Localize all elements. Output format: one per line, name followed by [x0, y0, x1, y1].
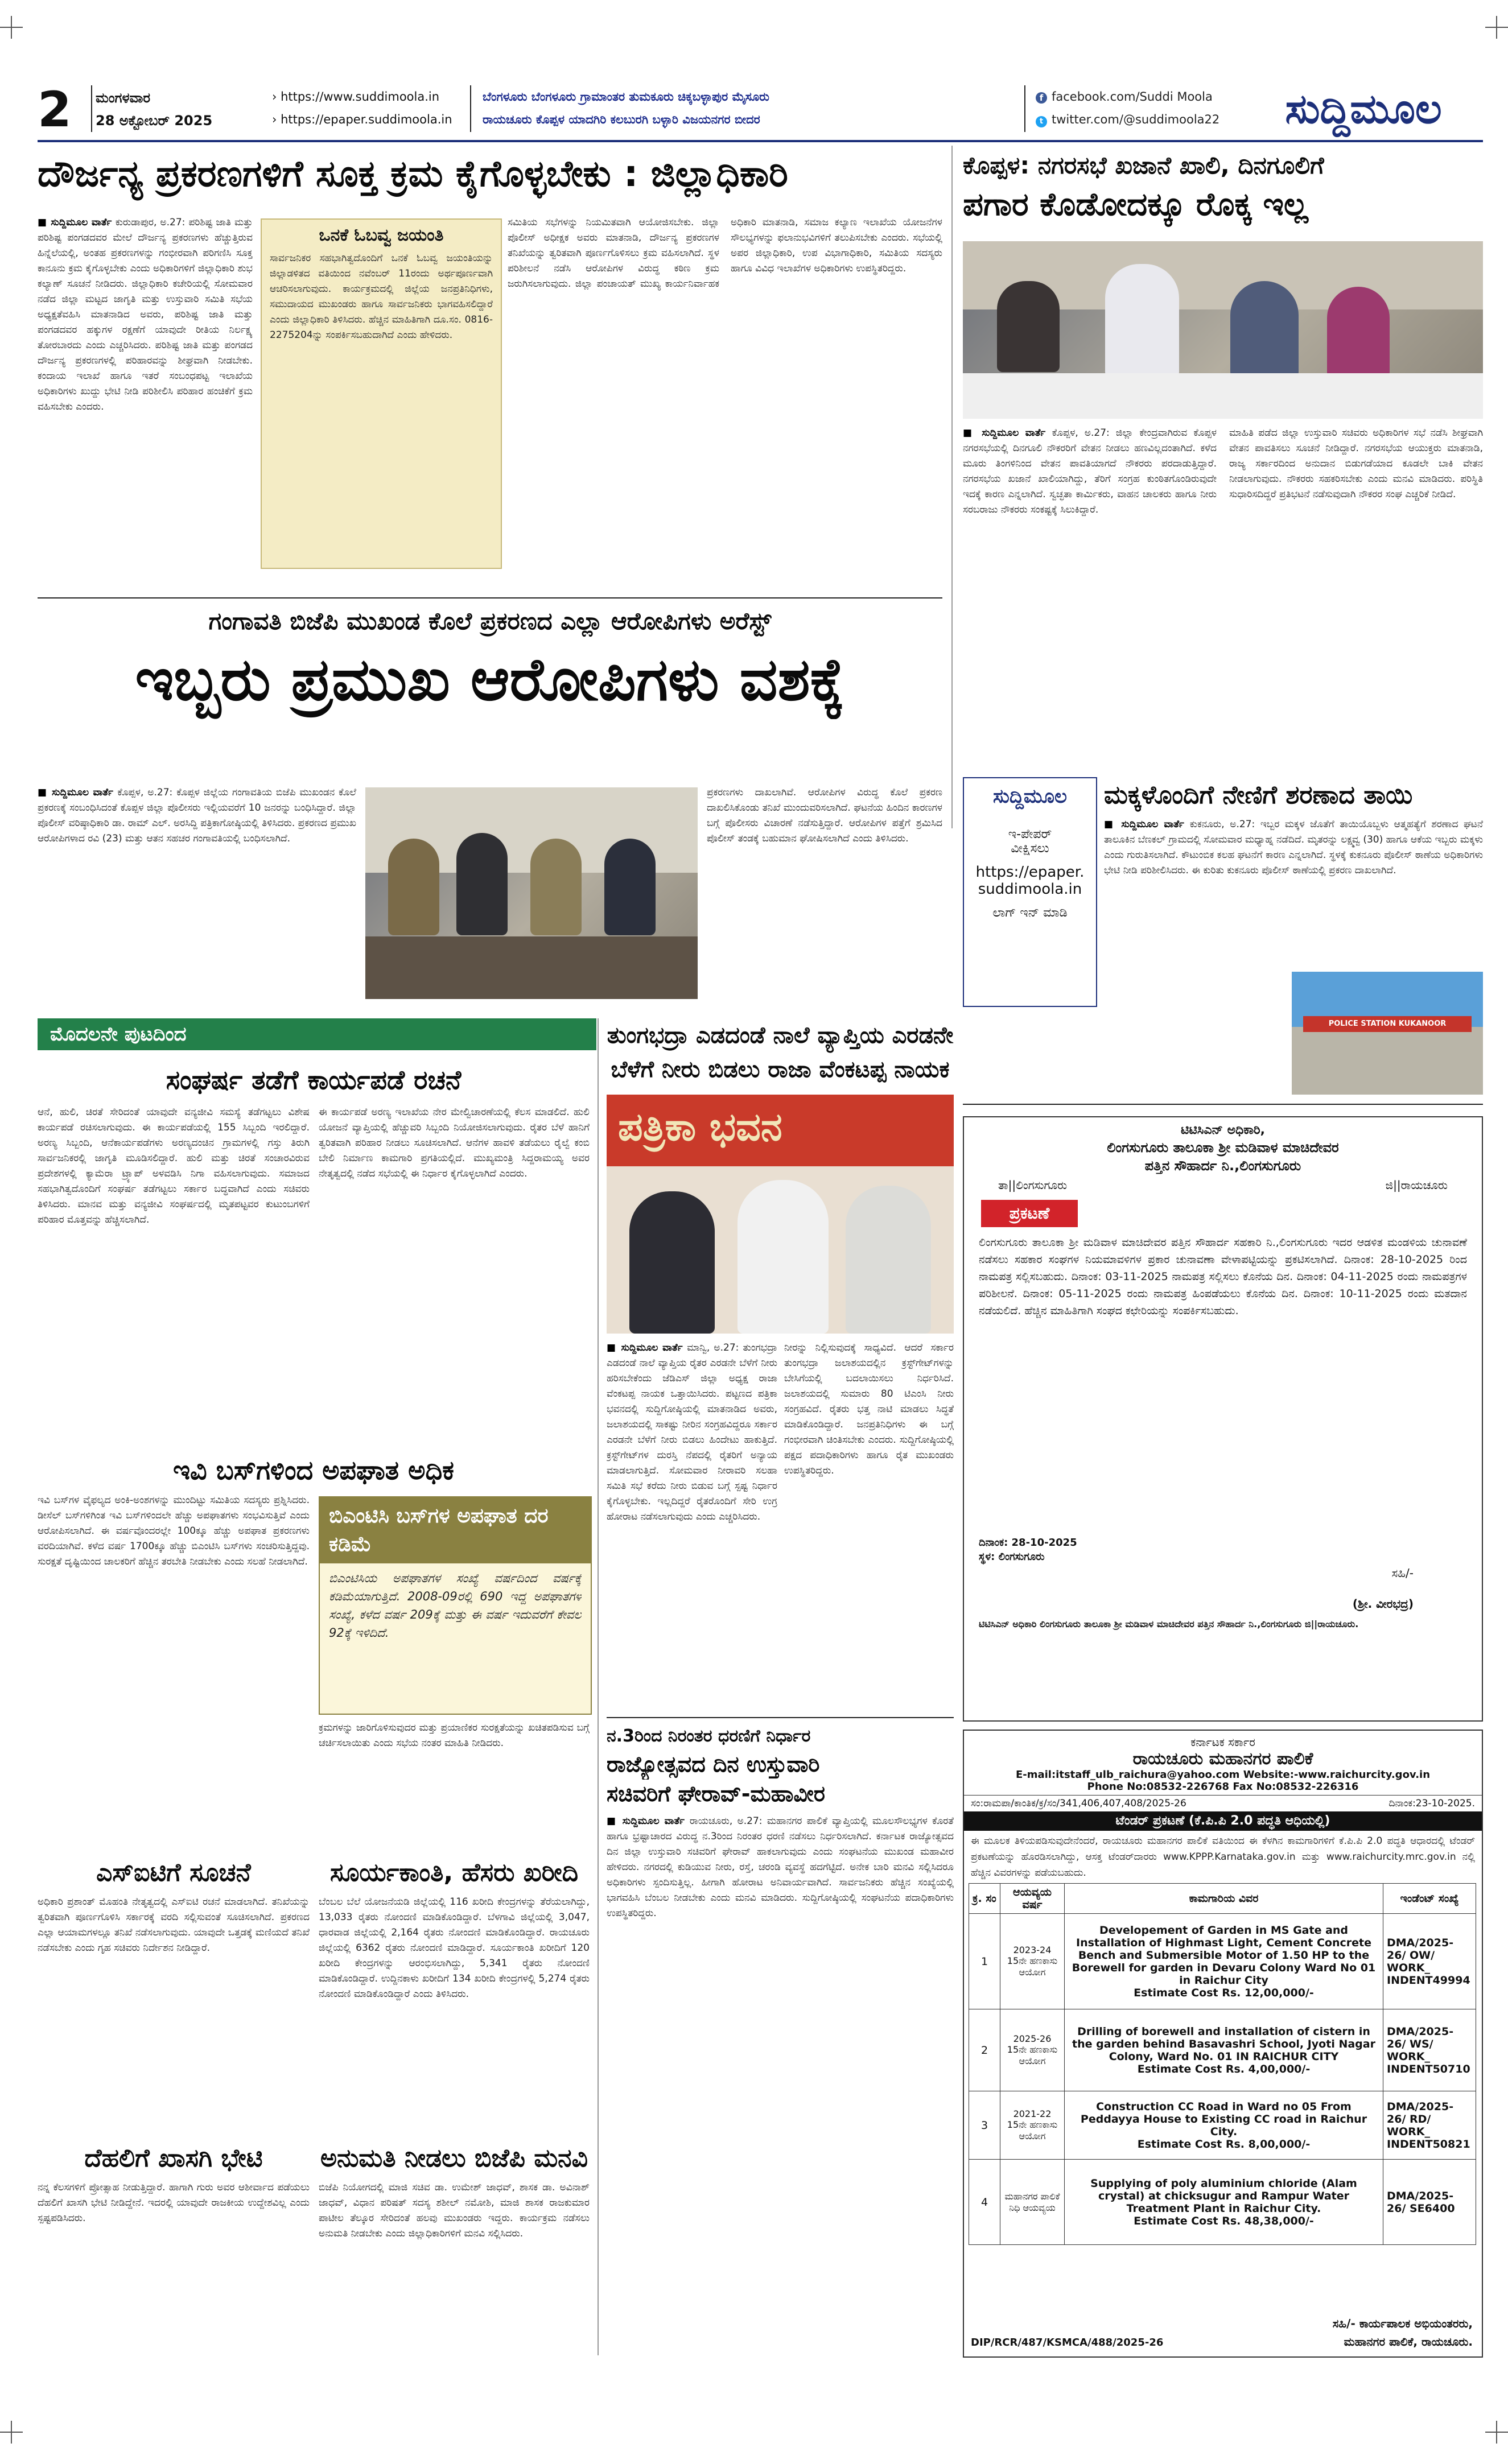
epaper-ad-line: ಲಾಗ್ ಇನ್ ಮಾಡಿ — [992, 906, 1068, 920]
section-tag: ಮೊದಲನೇ ಪುಟದಿಂದ — [38, 1018, 596, 1050]
press-bhavan-banner: ಪತ್ರಿಕಾ ಭವನ — [618, 1105, 782, 1150]
epaper-ad-url: suddimoola.in — [978, 881, 1082, 898]
tender-col-header: ಕ್ರ. ಸಂ — [969, 1884, 1000, 1914]
story4-body-top: ■ ಸುದ್ದಿಮೂಲ ವಾರ್ತೆ ಕುಕನೂರು, ಅ.27: ಇಬ್ಬರ ಮಕ್ಕಳ ಜೊತೆಗೆ ತಾಯಿಯೊಬ್ಬಳು ಆತ್ಮಹತ್ಯೆಗೆ ಶರಣಾದ ಘಟನೆ ತಾಲೂಕಿನ ಬೆಣಕಲ್ ಗ್ರಾಮದಲ್ಲಿ ಸೋಮವಾರ ಮಧ್ಯಾಹ್ನ ನಡೆದಿದೆ. ಮೃತರನ್ನು ಲಕ್ಷ್ಮವ್ವ (30) ಹಾಗೂ ಆಕೆಯ ಇಬ್ಬರು ಮಕ್ಕಳು ಎಂದು ಗುರುತಿಸಲಾಗಿದೆ. ಕೌಟುಂಬಿಕ ಕಲಹ ಘಟನೆಗೆ ಕಾರಣ ಎನ್ನಲಾಗಿದೆ. ಸ್ಥಳಕ್ಕೆ ಕುಕನೂರು ಪೊಲೀಸ್ ಠಾಣೆಯ ಅಧಿಕಾರಿಗಳು ಭೇಟಿ ನೀಡಿ ಪರಿಶೀಲಿಸಿದರು. ಈ ಕುರಿತು ಕುಕನೂರು ಪೊಲೀಸ್ ಠಾಣೆಯಲ್ಲಿ ಪ್ರಕರಣ ದಾಖಲಾಗಿದೆ. — [1104, 819, 1483, 876]
story1-headline: ದೌರ್ಜನ್ಯ ಪ್ರಕರಣಗಳಿಗೆ ಸೂಕ್ತ ಕ್ರಮ ಕೈಗೊಳ್ಳಬೇಕು : ಜಿಲ್ಲಾಧಿಕಾರಿ — [38, 153, 788, 195]
story6-col1: ಇವಿ ಬಸ್‌ಗಳ ವೈಫಲ್ಯದ ಅಂಕಿ-ಅಂಶಗಳನ್ನು ಮುಂದಿಟ್ಟು ಸಮಿತಿಯ ಸದಸ್ಯರು ಪ್ರಶ್ನಿಸಿದರು. ಡೀಸೆಲ್ ಬಸ್‌ಗಳಿಗಿಂತ ಇವಿ ಬಸ್‌ಗಳಿಂದಲೇ ಹೆಚ್ಚು ಅಪಘಾತಗಳು ಸಂಭವಿಸುತ್ತಿವೆ ಎಂದು ಆರೋಪಿಸಲಾಗಿದೆ. ಈ ವರ್ಷವೊಂದರಲ್ಲೇ 100ಕ್ಕೂ ಹೆಚ್ಚು ಅಪಘಾತ ಪ್ರಕರಣಗಳು ವರದಿಯಾಗಿವೆ. ಕಳೆದ ವರ್ಷ 1700ಕ್ಕೂ ಹೆಚ್ಚು ಬಿಎಂಟಿಸಿ ಬಸ್‌ಗಳು ಸಂಚರಿಸುತ್ತಿದ್ದವು. ಸುರಕ್ಷತೆ ದೃಷ್ಟಿಯಿಂದ ಚಾಲಕರಿಗೆ ಹೆಚ್ಚಿನ ತರಬೇತಿ ನೀಡಬೇಕು ಎಂದು ಸಲಹೆ ನೀಡಲಾಗಿದೆ. — [38, 1495, 310, 1567]
notice-signature: ಸಹಿ/- — [1391, 1566, 1414, 1580]
story6-stat-box — [319, 1496, 592, 1715]
tender-row-year: 2021-22 15ನೇ ಹಣಕಾಸು ಆಯೋಗ — [1000, 2091, 1065, 2160]
story1-col1: ■ ಸುದ್ದಿಮೂಲ ವಾರ್ತೆ ಕುರುಡಾಪುರ, ಅ.27: ಪರಿಶಿಷ್ಟ ಜಾತಿ ಮತ್ತು ಪರಿಶಿಷ್ಟ ಪಂಗಡದವರ ಮೇಲೆ ದೌರ್ಜನ್ಯ ಪ್ರಕರಣಗಳು ಹೆಚ್ಚುತ್ತಿರುವ ಹಿನ್ನೆಲೆಯಲ್ಲಿ, ಅಂತಹ ಪ್ರಕರಣಗಳನ್ನು ಗಂಭೀರವಾಗಿ ಪರಿಗಣಿಸಿ ಸೂಕ್ತ ಕಾನೂನು ಕ್ರಮ ಕೈಗೊಳ್ಳಬೇಕು ಎಂದು ಅಧಿಕಾರಿಗಳಿಗೆ ಜಿಲ್ಲಾಧಿಕಾರಿ ಶುಭ ಕಲ್ಯಾಣ್ ಸೂಚನೆ ನೀಡಿದರು. ಜಿಲ್ಲಾಧಿಕಾರಿ ಕಚೇರಿಯಲ್ಲಿ ಸೋಮವಾರ ನಡೆದ ಜಿಲ್ಲಾ ಮಟ್ಟದ ಜಾಗೃತಿ ಮತ್ತು ಉಸ್ತುವಾರಿ ಸಮಿತಿ ಸಭೆಯ ಅಧ್ಯಕ್ಷತೆವಹಿಸಿ ಮಾತನಾಡಿದ ಅವರು, ಪರಿಶಿಷ್ಟ ಜಾತಿ ಮತ್ತು ಪಂಗಡದವರ ಹಕ್ಕುಗಳ ರಕ್ಷಣೆಗೆ ಯಾವುದೇ ರೀತಿಯ ನಿರ್ಲಕ್ಷ್ಯ ತೋರಬಾರದು ಎಂದು ಎಚ್ಚರಿಸಿದರು. ಪರಿಶಿಷ್ಟ ಜಾತಿ ಮತ್ತು ಪಂಗಡದ ದೌರ್ಜನ್ಯ ಪ್ರಕರಣಗಳಲ್ಲಿ ಪರಿಹಾರವನ್ನು ಶೀಘ್ರವಾಗಿ ನೀಡಬೇಕು. ಕಂದಾಯ ಇಲಾಖೆ ಹಾಗೂ ಇತರೆ ಸಂಬಂಧಪಟ್ಟ ಇಲಾಖೆಯ ಅಧಿಕಾರಿಗಳು ಖುದ್ದು ಭೇಟಿ ನೀಡಿ ಪರಿಶೀಲಿಸಿ ಪರಿಹಾರ ಹಂಚಿಕೆಗೆ ಕ್ರಮ ವಹಿಸಬೇಕು ಎಂದರು. — [38, 217, 253, 412]
page-number: 2 — [38, 81, 72, 138]
info-box-title: ಒನಕೆ ಓಬವ್ವ ಜಯಂತಿ — [319, 225, 444, 245]
tender-col-header: ಇಂಡೆಂಟ್ ಸಂಖ್ಯೆ — [1383, 1884, 1476, 1914]
cooperative-notice — [963, 1116, 1483, 1722]
notice-org: ಟಿಟಿಸಿಎನ್ ಅಧಿಕಾರಿ, — [1181, 1123, 1265, 1137]
notice-district: ಜಿ||ರಾಯಚೂರು — [1385, 1178, 1448, 1192]
story3-col1: ■ ಸುದ್ದಿಮೂಲ ವಾರ್ತೆ ಕೊಪ್ಪಳ, ಅ.27: ಕೊಪ್ಪಳ ಜಿಲ್ಲೆಯ ಗಂಗಾವತಿಯ ಬಿಜೆಪಿ ಮುಖಂಡನ ಕೊಲೆ ಪ್ರಕರಣಕ್ಕೆ ಸಂಬಂಧಿಸಿದಂತೆ ಕೊಪ್ಪಳ ಜಿಲ್ಲಾ ಪೊಲೀಸರು ಇಲ್ಲಿಯವರೆಗೆ 10 ಜನರನ್ನು ಬಂಧಿಸಿದ್ದಾರೆ. ಜಿಲ್ಲಾ ಪೊಲೀಸ್ ವರಿಷ್ಠಾಧಿಕಾರಿ ಡಾ. ರಾಮ್ ಎಲ್. ಅರಸಿದ್ದಿ ಪತ್ರಿಕಾಗೋಷ್ಠಿಯಲ್ಲಿ ತಿಳಿಸಿದರು. ಪ್ರಕರಣದ ಪ್ರಮುಖ ಆರೋಪಿಗಳಾದ ರವಿ (23) ಮತ್ತು ಆತನ ಸಹಚರ ಗಂಗಾವತಿಯಲ್ಲಿ ಬಂಧಿಸಲಾಗಿದೆ. — [38, 787, 356, 844]
story10-body: ಬೆಂಬಲ ಬೆಲೆ ಯೋಜನೆಯಡಿ ಜಿಲ್ಲೆಯಲ್ಲಿ 116 ಖರೀದಿ ಕೇಂದ್ರಗಳನ್ನು ತೆರೆಯಲಾಗಿದ್ದು, 13,033 ರೈತರು ನೋಂದಣಿ ಮಾಡಿಕೊಂಡಿದ್ದಾರೆ. ಬೆಳಗಾವಿ ಜಿಲ್ಲೆಯಲ್ಲಿ 3,047, ಧಾರವಾಡ ಜಿಲ್ಲೆಯಲ್ಲಿ 2,164 ರೈತರು ನೋಂದಣಿ ಮಾಡಿಕೊಂಡಿದ್ದಾರೆ. ರಾಯಚೂರು ಜಿಲ್ಲೆಯಲ್ಲಿ 6362 ರೈತರು ನೋಂದಣಿ ಮಾಡಿದ್ದಾರೆ. ಸೂರ್ಯಕಾಂತಿ ಖರೀದಿಗೆ 120 ಖರೀದಿ ಕೇಂದ್ರಗಳನ್ನು ಆರಂಭಿಸಲಾಗಿದ್ದು, 5,341 ರೈತರು ನೋಂದಣಿ ಮಾಡಿಕೊಂಡಿದ್ದಾರೆ. ಉದ್ದಿನಕಾಳು ಖರೀದಿಗೆ 134 ಖರೀದಿ ಕೇಂದ್ರಗಳಲ್ಲಿ 5,274 ರೈತರು ನೋಂದಣಿ ಮಾಡಿಕೊಂಡಿದ್ದಾರೆ ಎಂದು ತಿಳಿಸಿದರು. — [319, 1896, 590, 2000]
crop-mark — [0, 2421, 23, 2444]
table-row — [969, 2091, 1476, 2160]
tender-col-header: ಕಾಮಗಾರಿಯ ವಿವರ — [1065, 1884, 1383, 1914]
notice-date: ದಿನಾಂಕ: 28-10-2025 — [979, 1537, 1077, 1549]
web-icon: › — [272, 90, 281, 104]
story2-meeting-photo — [963, 241, 1483, 419]
notice-place: ಸ್ಥಳ: ಲಿಂಗಸುಗೂರು — [979, 1551, 1045, 1563]
story9-headline: ದೆಹಲಿಗೆ ಖಾಸಗಿ ಭೇಟಿ — [84, 2144, 263, 2173]
story10-headline: ಸೂರ್ಯಕಾಂತಿ, ಹೆಸರು ಖರೀದಿ — [329, 1858, 579, 1887]
story2-col2: ಮಾಹಿತಿ ಪಡೆದ ಜಿಲ್ಲಾ ಉಸ್ತುವಾರಿ ಸಚಿವರು ಅಧಿಕಾರಿಗಳ ಸಭೆ ನಡೆಸಿ ಶೀಘ್ರವಾಗಿ ವೇತನ ಪಾವತಿಸಲು ಸೂಚನೆ ನೀಡಿದ್ದಾರೆ. ನಗರಸಭೆಯ ಆಯುಕ್ತರು ಮಾತನಾಡಿ, ರಾಜ್ಯ ಸರ್ಕಾರದಿಂದ ಅನುದಾನ ಬಿಡುಗಡೆಯಾದ ಕೂಡಲೇ ಬಾಕಿ ವೇತನ ನೀಡಲಾಗುವುದು. ನೌಕರರು ಸಹಕರಿಸಬೇಕು ಎಂದು ಮನವಿ ಮಾಡಿದರು. ಪರಿಸ್ಥಿತಿ ಸುಧಾರಿಸದಿದ್ದರೆ ಪ್ರತಿಭಟನೆ ನಡೆಸುವುದಾಗಿ ನೌಕರರ ಸಂಘ ಎಚ್ಚರಿಕೆ ನೀಡಿದೆ. — [1229, 427, 1483, 500]
tender-row-number: 1 — [969, 1914, 1000, 2009]
story4-body-side — [1104, 972, 1284, 1095]
story11-body: ಬಿಜೆಪಿ ನಿಯೋಗದಲ್ಲಿ ಮಾಜಿ ಸಚಿವ ಡಾ. ಉಮೇಶ್ ಜಾಧವ್, ಶಾಸಕ ಡಾ. ಅವಿನಾಶ್ ಜಾಧವ್, ವಿಧಾನ ಪರಿಷತ್ ಸದಸ್ಯ ಶಶೀಲ್ ನಮೋಶಿ, ಮಾಜಿ ಶಾಸಕ ರಾಜಕುಮಾರ ಪಾಟೀಲ ತೆಲ್ಕೂರ ಸೇರಿದಂತೆ ಹಲವು ಮುಖಂಡರು ಇದ್ದರು. ಕಾರ್ಯಕ್ರಮ ನಡೆಸಲು ಅನುಮತಿ ನೀಡಬೇಕು ಎಂದು ಜಿಲ್ಲಾಧಿಕಾರಿಗಳಿಗೆ ಮನವಿ ಸಲ್ಲಿಸಿದರು. — [319, 2182, 590, 2239]
story2-headline: ಪಗಾರ ಕೊಡೋದಕ್ಕೂ ರೊಕ್ಕ ಇಲ್ಲ — [963, 186, 1308, 223]
story3-kicker: ಗಂಗಾವತಿ ಬಿಜೆಪಿ ಮುಖಂಡ ಕೊಲೆ ಪ್ರಕರಣದ ಎಲ್ಲಾ ಆರೋಪಿಗಳು ಅರೆಸ್ಟ್ — [208, 607, 772, 635]
city-nav-row-2[interactable]: ರಾಯಚೂರು ಕೊಪ್ಪಳ ಯಾದಗಿರಿ ಕಲಬುರಗಿ ಬಳ್ಳಾರಿ ವಿಜಯನಗರ ಬೀದರ — [483, 113, 760, 126]
tender-row-work: Drilling of borewell and installation of cistern in the garden behind Basavashri School, Jyoti Nagar Colony, Ward No. 01 IN RAICHUR CITY Estimate Cost Rs. 4,00,000/- — [1065, 2009, 1383, 2091]
story12-body: ■ ಸುದ್ದಿಮೂಲ ವಾರ್ತೆ ರಾಯಚೂರು, ಅ.27: ಮಹಾನಗರ ಪಾಲಿಕೆ ವ್ಯಾಪ್ತಿಯಲ್ಲಿ ಮೂಲಸೌಲಭ್ಯಗಳ ಕೊರತೆ ಹಾಗೂ ಭ್ರಷ್ಟಾಚಾರದ ವಿರುದ್ಧ ನ.3ರಿಂದ ನಿರಂತರ ಧರಣಿ ನಡೆಸಲು ನಿರ್ಧರಿಸಲಾಗಿದೆ. ಕರ್ನಾಟಕ ರಾಜ್ಯೋತ್ಸವದ ದಿನ ಜಿಲ್ಲಾ ಉಸ್ತುವಾರಿ ಸಚಿವರಿಗೆ ಘೇರಾವ್ ಹಾಕಲಾಗುವುದು ಎಂದು ಸಂಘಟನೆಯ ಮುಖಂಡ ಮಹಾವೀರ ಹೇಳಿದರು. ನಗರದಲ್ಲಿ ಕುಡಿಯುವ ನೀರು, ರಸ್ತೆ, ಚರಂಡಿ ವ್ಯವಸ್ಥೆ ಹದಗೆಟ್ಟಿದೆ. ಅನೇಕ ಬಾರಿ ಮನವಿ ಸಲ್ಲಿಸಿದರೂ ಅಧಿಕಾರಿಗಳು ಸ್ಪಂದಿಸುತ್ತಿಲ್ಲ. ಹೀಗಾಗಿ ಹೋರಾಟ ಅನಿವಾರ್ಯವಾಗಿದೆ. ಸಾರ್ವಜನಿಕರು ಹೆಚ್ಚಿನ ಸಂಖ್ಯೆಯಲ್ಲಿ ಭಾಗವಹಿಸಿ ಬೆಂಬಲ ನೀಡಬೇಕು ಎಂದು ಮನವಿ ಮಾಡಿದರು. ಸುದ್ದಿಗೋಷ್ಠಿಯಲ್ಲಿ ಸಂಘಟನೆಯ ಪದಾಧಿಕಾರಿಗಳು ಉಪಸ್ಥಿತರಿದ್ದರು. — [607, 1815, 954, 1919]
tender-intro: ಈ ಮೂಲಕ ತಿಳಿಯಪಡಿಸುವುದೇನೆಂದರೆ, ರಾಯಚೂರು ಮಹಾನಗರ ಪಾಲಿಕೆ ವತಿಯಿಂದ ಈ ಕೆಳಗಿನ ಕಾಮಗಾರಿಗಳಿಗೆ ಕೆ.ಪಿ.ಪಿ 2.0 ಪದ್ಧತಿ ಆಧಾರದಲ್ಲಿ ಟೆಂಡರ್ ಪ್ರಕಟಣೆಯನ್ನು ಹೊರಡಿಸಲಾಗಿದ್ದು, ಆಸಕ್ತ ಟೆಂಡರ್‌ದಾರರು www.KPPP.Karnataka.gov.in ಮತ್ತು www.raichurcity.mrc.gov.in ನಲ್ಲಿ ಹೆಚ್ಚಿನ ವಿವರಗಳನ್ನು ಪಡೆಯಬಹುದು. — [971, 1835, 1475, 1879]
story12-headline-line1: ರಾಜ್ಯೋತ್ಸವದ ದಿನ ಉಸ್ತುವಾರಿ — [607, 1752, 820, 1777]
epaper-ad-logo: ಸುದ್ದಿಮೂಲ — [993, 785, 1067, 808]
web-icon: › — [272, 113, 281, 126]
police-station-sign: POLICE STATION KUKANOOR — [1303, 1016, 1472, 1032]
twitter-icon: t — [1036, 116, 1047, 127]
story7-press-meet-photo — [607, 1095, 954, 1334]
story12-kicker: ನ.3ರಿಂದ ನಿರಂತರ ಧರಣಿಗೆ ನಿರ್ಧಾರ — [607, 1726, 811, 1746]
tender-row-indent: DMA/2025-26/ SE6400 — [1383, 2160, 1476, 2245]
twitter-link[interactable]: t twitter.com/@suddimoola22 — [1036, 113, 1219, 127]
tender-row-number: 3 — [969, 2091, 1000, 2160]
story7-headline: ತುಂಗಭದ್ರಾ ಎಡದಂಡೆ ನಾಲೆ ವ್ಯಾಪ್ತಿಯ ಎರಡನೇ ಬೆಳೆಗೆ ನೀರು ಬಿಡಲು ರಾಜಾ ವೆಂಕಟಪ್ಪ ನಾಯಕ — [607, 1022, 954, 1083]
tender-table — [969, 1883, 1476, 2245]
tender-dip-number: DIP/RCR/487/KSMCA/488/2025-26 — [971, 2337, 1164, 2349]
story12-headline-line2: ಸಚಿವರಿಗೆ ಘೇರಾವ್-ಮಹಾವೀರ — [607, 1781, 825, 1806]
facebook-icon: f — [1036, 92, 1047, 104]
tender-signatory-office: ಮಹಾನಗರ ಪಾಲಿಕೆ, ರಾಯಚೂರು. — [1344, 2335, 1473, 2349]
city-nav-row-1[interactable]: ಬೆಂಗಳೂರು ಬೆಂಗಳೂರು ಗ್ರಾಮಾಂತರ ತುಮಕೂರು ಚಿಕ್ಕಬಳ್ಳಾಪುರ ಮೈಸೂರು — [483, 90, 769, 104]
masthead-logo[interactable]: ಸುದ್ದಿಮೂಲ — [1244, 80, 1483, 138]
epaper-ad-line: ಇ-ಪೇಪರ್ — [1008, 827, 1052, 841]
tender-government: ಕರ್ನಾಟಕ ಸರ್ಕಾರ — [1190, 1735, 1255, 1749]
masthead-date: 28 ಅಕ್ಟೋಬರ್ 2025 — [96, 113, 213, 129]
notice-org: ಪತ್ತಿನ ಸೌಹಾರ್ದ ನಿ.,ಲಿಂಗಸುಗೂರು — [1144, 1158, 1301, 1174]
tender-contact-email: E-mail:itstaff_ulb_raichura@yahoo.com Website:-www.raichurcity.gov.in — [1015, 1769, 1431, 1781]
story5-col2: ಈ ಕಾರ್ಯಪಡೆ ಅರಣ್ಯ ಇಲಾಖೆಯ ನೇರ ಮೇಲ್ವಿಚಾರಣೆಯಲ್ಲಿ ಕೆಲಸ ಮಾಡಲಿದೆ. ಹುಲಿ ಯೋಜನೆ ವ್ಯಾಪ್ತಿಯಲ್ಲಿ ಹೆಚ್ಚುವರಿ ಸಿಬ್ಬಂದಿ ನಿಯೋಜಿಸಲಾಗುವುದು. ರೈತರ ಬೆಳೆ ಹಾನಿಗೆ ತ್ವರಿತವಾಗಿ ಪರಿಹಾರ ನೀಡಲು ಸೂಚಿಸಲಾಗಿದೆ. ಆನೆಗಳ ಹಾವಳಿ ತಡೆಯಲು ರೈಲ್ವೆ ಕಂಬಿ ಬೇಲಿ ನಿರ್ಮಾಣ ಕಾಮಗಾರಿ ಪ್ರಗತಿಯಲ್ಲಿದೆ. ಮುಖ್ಯಮಂತ್ರಿ ಸಿದ್ದರಾಮಯ್ಯ ಅವರ ನೇತೃತ್ವದಲ್ಲಿ ನಡೆದ ಸಭೆಯಲ್ಲಿ ಈ ನಿರ್ಧಾರ ಕೈಗೊಳ್ಳಲಾಗಿದೆ ಎಂದರು. — [319, 1107, 590, 1179]
tender-row-work: Developement of Garden in MS Gate and Installation of Highmast Light, Cement Concrete Bench and Submersible Motor of 1.50 HP to the Borewell for garden in Devaru Colony Ward No 01 in Raichur City Estimate Cost Rs. 12,00,000/- — [1065, 1914, 1383, 2009]
crop-mark — [1485, 2421, 1508, 2444]
story5-headline: ಸಂಘರ್ಷ ತಡೆಗೆ ಕಾರ್ಯಪಡೆ ರಚನೆ — [166, 1064, 462, 1095]
notice-banner: ಪ್ರಕಟಣೆ — [981, 1200, 1078, 1227]
story2-col1: ■ ಸುದ್ದಿಮೂಲ ವಾರ್ತೆ ಕೊಪ್ಪಳ, ಅ.27: ಜಿಲ್ಲಾ ಕೇಂದ್ರವಾಗಿರುವ ಕೊಪ್ಪಳ ನಗರಸಭೆಯಲ್ಲಿ ದಿನಗೂಲಿ ನೌಕರರಿಗೆ ವೇತನ ನೀಡಲು ಹಣವಿಲ್ಲದಂತಾಗಿದೆ. ಕಳೆದ ಮೂರು ತಿಂಗಳಿನಿಂದ ವೇತನ ಪಾವತಿಯಾಗದೆ ನೌಕರರು ಪರದಾಡುತ್ತಿದ್ದಾರೆ. ನಗರಸಭೆಯ ಖಜಾನೆ ಖಾಲಿಯಾಗಿದ್ದು, ತೆರಿಗೆ ಸಂಗ್ರಹ ಕುಂಠಿತಗೊಂಡಿರುವುದೇ ಇದಕ್ಕೆ ಕಾರಣ ಎನ್ನಲಾಗಿದೆ. ಸ್ವಚ್ಛತಾ ಕಾರ್ಮಿಕರು, ವಾಹನ ಚಾಲಕರು ಹಾಗೂ ನೀರು ಸರಬರಾಜು ನೌಕರರು ಸಂಕಷ್ಟಕ್ಕೆ ಸಿಲುಕಿದ್ದಾರೆ. — [963, 427, 1217, 515]
tender-notice — [963, 1730, 1483, 2358]
story3-press-photo — [365, 787, 698, 999]
stat-box-title: ಬಿಎಂಟಿಸಿ ಬಸ್‌ಗಳ ಅಪಘಾತ ದರ ಕಡಿಮೆ — [320, 1497, 591, 1563]
table-row — [969, 2009, 1476, 2091]
tender-col-header: ಆಯವ್ಯಯ ವರ್ಷ — [1000, 1884, 1065, 1914]
info-box-body: ಸಾರ್ವಜನಿಕರ ಸಹಭಾಗಿತ್ವದೊಂದಿಗೆ ಒನಕೆ ಓಬವ್ವ ಜಯಂತಿಯನ್ನು ಜಿಲ್ಲಾಡಳಿತದ ವತಿಯಿಂದ ನವೆಂಬರ್ 11ರಂದು ಅರ್ಥಪೂರ್ಣವಾಗಿ ಆಚರಿಸಲಾಗುವುದು. ಕಾರ್ಯಕ್ರಮದಲ್ಲಿ ಜಿಲ್ಲೆಯ ಜನಪ್ರತಿನಿಧಿಗಳು, ಸಮುದಾಯದ ಮುಖಂಡರು ಹಾಗೂ ಸಾರ್ವಜನಿಕರು ಭಾಗವಹಿಸಲಿದ್ದಾರೆ ಎಂದು ಜಿಲ್ಲಾಧಿಕಾರಿ ತಿಳಿಸಿದರು. ಹೆಚ್ಚಿನ ಮಾಹಿತಿಗಾಗಿ ದೂ.ಸಂ. 0816-2275204ನ್ನು ಸಂಪರ್ಕಿಸಬಹುದಾಗಿದೆ ಎಂದು ಹೇಳಿದರು. — [270, 253, 493, 341]
tender-row-number: 2 — [969, 2009, 1000, 2091]
story1-col3: ಸಮಿತಿಯ ಸಭೆಗಳನ್ನು ನಿಯಮಿತವಾಗಿ ಆಯೋಜಿಸಬೇಕು. ಜಿಲ್ಲಾ ಪೊಲೀಸ್ ಅಧೀಕ್ಷಕ ಅವರು ಮಾತನಾಡಿ, ದೌರ್ಜನ್ಯ ಪ್ರಕರಣಗಳ ತನಿಖೆಯನ್ನು ತ್ವರಿತವಾಗಿ ಪೂರ್ಣಗೊಳಿಸಲು ಕ್ರಮ ವಹಿಸಲಾಗಿದೆ. ಸ್ಥಳ ಪರಿಶೀಲನೆ ನಡೆಸಿ ಆರೋಪಿಗಳ ವಿರುದ್ಧ ಕಠಿಣ ಕ್ರಮ ಜರುಗಿಸಲಾಗುವುದು. ಜಿಲ್ಲಾ ಪಂಚಾಯತ್ ಮುಖ್ಯ ಕಾರ್ಯನಿರ್ವಾಹಕ ಅಧಿಕಾರಿ ಮಾತನಾಡಿ, ಸಮಾಜ ಕಲ್ಯಾಣ ಇಲಾಖೆಯ ಯೋಜನೆಗಳ ಸೌಲಭ್ಯಗಳನ್ನು ಫಲಾನುಭವಿಗಳಿಗೆ ತಲುಪಿಸಬೇಕು ಎಂದರು. ಸಭೆಯಲ್ಲಿ ಅಪರ ಜಿಲ್ಲಾಧಿಕಾರಿ, ಉಪ ವಿಭಾಗಾಧಿಕಾರಿ, ಸಮಿತಿಯ ಸದಸ್ಯರು ಹಾಗೂ ವಿವಿಧ ಇಲಾಖೆಗಳ ಅಧಿಕಾರಿಗಳು ಉಪಸ್ಥಿತರಿದ್ದರು. — [508, 217, 942, 290]
table-row — [969, 1914, 1476, 2009]
story3-headline: ಇಬ್ಬರು ಪ್ರಮುಖ ಆರೋಪಿಗಳು ವಶಕ್ಕೆ — [135, 645, 845, 714]
masthead-day: ಮಂಗಳವಾರ — [96, 90, 151, 106]
site-link[interactable]: › https://www.suddimoola.in — [272, 90, 440, 104]
story11-headline: ಅನುಮತಿ ನೀಡಲು ಬಿಜೆಪಿ ಮನವಿ — [320, 2144, 588, 2173]
tender-row-year: 2023-24 15ನೇ ಹಣಕಾಸು ಆಯೋಗ — [1000, 1914, 1065, 2009]
story1-info-box — [261, 218, 502, 569]
crop-mark — [0, 16, 23, 39]
tender-row-indent: DMA/2025-26/ WS/ WORK_ INDENT50710 — [1383, 2009, 1476, 2091]
notice-taluk: ತಾ||ಲಿಂಗಸುಗೂರು — [998, 1178, 1068, 1192]
story5-col1: ಆನೆ, ಹುಲಿ, ಚಿರತೆ ಸೇರಿದಂತೆ ಯಾವುದೇ ವನ್ಯಜೀವಿ ಸಮಸ್ಯೆ ತಡೆಗಟ್ಟಲು ವಿಶೇಷ ಕಾರ್ಯಪಡೆ ರಚಿಸಲಾಗುವುದು. ಈ ಕಾರ್ಯಪಡೆಯಲ್ಲಿ 155 ಸಿಬ್ಬಂದಿ ಇರಲಿದ್ದಾರೆ. ಅರಣ್ಯ ಸಿಬ್ಬಂದಿ, ಆನೆಕಾರ್ಯಪಡೆಗಳು ಅರಣ್ಯದಂಚಿನ ಗ್ರಾಮಗಳಲ್ಲಿ ಗಸ್ತು ತಿರುಗಿ ಸಾರ್ವಜನಿಕರಲ್ಲಿ ಜಾಗೃತಿ ಮೂಡಿಸಲಿದ್ದಾರೆ. ಹುಲಿ ಮತ್ತು ಚಿರತೆ ಸಂಚಾರವಿರುವ ಪ್ರದೇಶಗಳಲ್ಲಿ ಕ್ಯಾಮೆರಾ ಟ್ರ್ಯಾಪ್ ಅಳವಡಿಸಿ ನಿಗಾ ವಹಿಸಲಾಗುವುದು. ಸಮಾಜದ ಸಹಭಾಗಿತ್ವದೊಂದಿಗೆ ಸಂಘರ್ಷ ತಡೆಗಟ್ಟಲು ಸರ್ಕಾರ ಬದ್ಧವಾಗಿದೆ ಎಂದು ಸಚಿವರು ತಿಳಿಸಿದರು. ಮಾನವ ಮತ್ತು ವನ್ಯಜೀವಿ ಸಂಘರ್ಷದಲ್ಲಿ ಮೃತಪಟ್ಟವರ ಕುಟುಂಬಗಳಿಗೆ ಪರಿಹಾರ ಮೊತ್ತವನ್ನು ಹೆಚ್ಚಿಸಲಾಗಿದೆ. — [38, 1107, 310, 1225]
tender-row-indent: DMA/2025-26/ OW/ WORK_ INDENT49994 — [1383, 1914, 1476, 2009]
story8-headline: ಎಸ್‌ಐಟಿಗೆ ಸೂಚನೆ — [96, 1858, 251, 1887]
tender-row-work: Construction CC Road in Ward no 05 From Peddayya House to Existing CC road in Raichur City. Estimate Cost Rs. 8,00,000/- — [1065, 2091, 1383, 2160]
notice-org: ಲಿಂಗಸುಗೂರು ತಾಲೂಕಾ ಶ್ರೀ ಮಡಿವಾಳ ಮಾಚಿದೇವರ — [1107, 1140, 1339, 1155]
story3-col2: ಪ್ರಕರಣಗಳು ದಾಖಲಾಗಿವೆ. ಆರೋಪಿಗಳ ವಿರುದ್ಧ ಕೊಲೆ ಪ್ರಕರಣ ದಾಖಲಿಸಿಕೊಂಡು ತನಿಖೆ ಮುಂದುವರಿಸಲಾಗಿದೆ. ಘಟನೆಯ ಹಿಂದಿನ ಕಾರಣಗಳ ಬಗ್ಗೆ ಪೊಲೀಸರು ವಿಚಾರಣೆ ನಡೆಸುತ್ತಿದ್ದಾರೆ. ಆರೋಪಿಗಳ ಪತ್ತೆಗೆ ಶ್ರಮಿಸಿದ ಪೊಲೀಸ್ ತಂಡಕ್ಕೆ ಬಹುಮಾನ ಘೋಷಿಸಲಾಗಿದೆ ಎಂದು ತಿಳಿಸಿದರು. — [707, 787, 942, 844]
tender-banner: ಟೆಂಡರ್ ಪ್ರಕಟಣೆ (ಕೆ.ಪಿ.ಪಿ 2.0 ಪದ್ಧತಿ ಆಧಿಯಲ್ಲಿ) — [964, 1811, 1482, 1831]
story7-col1: ■ ಸುದ್ದಿಮೂಲ ವಾರ್ತೆ ಮಾನ್ವಿ, ಅ.27: ತುಂಗಭದ್ರಾ ಎಡದಂಡೆ ನಾಲೆ ವ್ಯಾಪ್ತಿಯ ರೈತರ ಎರಡನೇ ಬೆಳೆಗೆ ನೀರು ಹರಿಸಬೇಕೆಂದು ಜೆಡಿಎಸ್ ಜಿಲ್ಲಾ ಅಧ್ಯಕ್ಷ ರಾಜಾ ವೆಂಕಟಪ್ಪ ನಾಯಕ ಒತ್ತಾಯಿಸಿದರು. ಪಟ್ಟಣದ ಪತ್ರಿಕಾ ಭವನದಲ್ಲಿ ಸುದ್ದಿಗೋಷ್ಠಿಯಲ್ಲಿ ಮಾತನಾಡಿದ ಅವರು, ಜಲಾಶಯದಲ್ಲಿ ಸಾಕಷ್ಟು ನೀರಿನ ಸಂಗ್ರಹವಿದ್ದರೂ ಸರ್ಕಾರ ಎರಡನೇ ಬೆಳೆಗೆ ನೀರು ಬಿಡಲು ಹಿಂದೇಟು ಹಾಕುತ್ತಿದೆ. ಕ್ರಸ್ಟ್‌ಗೇಟ್‌ಗಳ ದುರಸ್ತಿ ನೆಪದಲ್ಲಿ ರೈತರಿಗೆ ಅನ್ಯಾಯ ಮಾಡಲಾಗುತ್ತಿದೆ. ಸೋಮವಾರ ನೀರಾವರಿ ಸಲಹಾ ಸಮಿತಿ ಸಭೆ ಕರೆದು ನೀರು ಬಿಡುವ ಬಗ್ಗೆ ಸ್ಪಷ್ಟ ನಿರ್ಧಾರ ಕೈಗೊಳ್ಳಬೇಕು. ಇಲ್ಲದಿದ್ದರೆ ರೈತರೊಂದಿಗೆ ಸೇರಿ ಉಗ್ರ ಹೋರಾಟ ನಡೆಸಲಾಗುವುದು ಎಂದು ಎಚ್ಚರಿಸಿದರು. — [607, 1342, 777, 1522]
story4-police-station-photo — [1292, 972, 1483, 1095]
tender-row-number: 4 — [969, 2160, 1000, 2245]
epaper-ad-url: https://epaper. — [975, 864, 1085, 881]
tender-row-indent: DMA/2025-26/ RD/ WORK_ INDENT50821 — [1383, 2091, 1476, 2160]
stat-box-body: ಬಿಎಂಟಿಸಿಯ ಅಪಘಾತಗಳ ಸಂಖ್ಯೆ ವರ್ಷದಿಂದ ವರ್ಷಕ್ಕೆ ಕಡಿಮೆಯಾಗುತ್ತಿದೆ. 2008-09ರಲ್ಲಿ 690 ಇದ್ದ ಅಪಘಾತಗಳ ಸಂಖ್ಯೆ, ಕಳೆದ ವರ್ಷ 209ಕ್ಕೆ ಮತ್ತು ಈ ವರ್ಷ ಇದುವರೆಗೆ ಕೇವಲ 92ಕ್ಕೆ ಇಳಿದಿದೆ. — [329, 1571, 582, 1640]
story6-headline: ಇವಿ ಬಸ್‌ಗಳಿಂದ ಅಪಘಾತ ಅಧಿಕ — [173, 1455, 454, 1485]
story4-headline: ಮಕ್ಕಳೊಂದಿಗೆ ನೇಣಿಗೆ ಶರಣಾದ ತಾಯಿ — [1104, 781, 1413, 810]
tender-row-year: 2025-26 15ನೇ ಹಣಕಾಸು ಆಯೋಗ — [1000, 2009, 1065, 2091]
table-row — [969, 2160, 1476, 2245]
epaper-link[interactable]: › https://epaper.suddimoola.in — [272, 113, 452, 126]
notice-signatory-title: ಟಿಟಿಸಿಎನ್ ಅಧಿಕಾರಿ ಲಿಂಗಸುಗೂರು ತಾಲೂಕಾ ಶ್ರೀ ಮಡಿವಾಳ ಮಾಚಿದೇವರ ಪತ್ತಿನ ಸೌಹಾರ್ದ ನಿ.,ಲಿಂಗಸುಗೂರು ಜಿ||ರಾಯಚೂರು. — [979, 1619, 1359, 1629]
tender-office: ರಾಯಚೂರು ಮಹಾನಗರ ಪಾಲಿಕೆ — [1132, 1749, 1313, 1769]
notice-body: ಲಿಂಗಸುಗೂರು ತಾಲೂಕಾ ಶ್ರೀ ಮಡಿವಾಳ ಮಾಚಿದೇವರ ಪತ್ತಿನ ಸೌಹಾರ್ದ ಸಹಕಾರಿ ನಿ.,ಲಿಂಗಸುಗೂರು ಇದರ ಆಡಳಿತ ಮಂಡಳಿಯ ಚುನಾವಣೆ ನಡೆಸಲು ಸಹಕಾರ ಸಂಘಗಳ ನಿಯಮಾವಳಿಗಳ ಪ್ರಕಾರ ಚುನಾವಣಾ ವೇಳಾಪಟ್ಟಿಯನ್ನು ಪ್ರಕಟಿಸಲಾಗಿದೆ. ದಿನಾಂಕ: 28-10-2025 ರಿಂದ ನಾಮಪತ್ರ ಸಲ್ಲಿಸಬಹುದು. ದಿನಾಂಕ: 03-11-2025 ನಾಮಪತ್ರ ಸಲ್ಲಿಸಲು ಕೊನೆಯ ದಿನ. ದಿನಾಂಕ: 04-11-2025 ರಂದು ನಾಮಪತ್ರಗಳ ಪರಿಶೀಲನೆ. ದಿನಾಂಕ: 05-11-2025 ರಂದು ನಾಮಪತ್ರ ಹಿಂಪಡೆಯಲು ಕೊನೆಯ ದಿನ. ದಿನಾಂಕ: 10-11-2025 ರಂದು ಮತದಾನ ನಡೆಯಲಿದೆ. ಹೆಚ್ಚಿನ ಮಾಹಿತಿಗಾಗಿ ಸಂಘದ ಕಛೇರಿಯನ್ನು ಸಂಪರ್ಕಿಸಬಹುದು. — [979, 1236, 1467, 1317]
tender-signatory: ಸಹಿ/- ಕಾರ್ಯಪಾಲಕ ಅಭಿಯಂತರರು, — [1332, 2317, 1473, 2330]
tender-reference: ಸಂ:ರಾಮಪಾ/ಕಾಂತಿಕ/ಕ್ರ/ಸಂ/341,406,407,408/2025-26 — [971, 1798, 1186, 1809]
tender-date: ದಿನಾಂಕ:23-10-2025. — [1388, 1798, 1475, 1809]
story7-col2: ನೀರನ್ನು ನಿಲ್ಲಿಸುವುದಕ್ಕೆ ಸಾಧ್ಯವಿದೆ. ಆದರೆ ಸರ್ಕಾರ ತುಂಗಭದ್ರಾ ಜಲಾಶಯದಲ್ಲಿನ ಕ್ರಸ್ಟ್‌ಗೇಟ್‌ಗಳನ್ನು ಬೇಸಿಗೆಯಲ್ಲಿ ಬದಲಾಯಿಸಲು ನಿರ್ಧರಿಸಿದೆ. ಜಲಾಶಯದಲ್ಲಿ ಸುಮಾರು 80 ಟಿಎಂಸಿ ನೀರು ಸಂಗ್ರಹವಿದೆ. ರೈತರು ಭತ್ತ ನಾಟಿ ಮಾಡಲು ಸಿದ್ಧತೆ ಮಾಡಿಕೊಂಡಿದ್ದಾರೆ. ಜನಪ್ರತಿನಿಧಿಗಳು ಈ ಬಗ್ಗೆ ಗಂಭೀರವಾಗಿ ಚಿಂತಿಸಬೇಕು ಎಂದರು. ಸುದ್ದಿಗೋಷ್ಠಿಯಲ್ಲಿ ಪಕ್ಷದ ಪದಾಧಿಕಾರಿಗಳು ಹಾಗೂ ರೈತ ಮುಖಂಡರು ಉಪಸ್ಥಿತರಿದ್ದರು. — [784, 1342, 954, 1476]
story2-kicker: ಕೊಪ್ಪಳ: ನಗರಸಭೆ ಖಜಾನೆ ಖಾಲಿ, ದಿನಗೂಲಿಗೆ — [963, 151, 1324, 179]
facebook-link[interactable]: f facebook.com/Suddi Moola — [1036, 90, 1213, 104]
tender-contact-phone: Phone No:08532-226768 Fax No:08532-226316 — [1087, 1781, 1359, 1793]
crop-mark — [1485, 16, 1508, 39]
notice-signatory: (ಶ್ರೀ. ವೀರಭದ್ರ) — [1352, 1597, 1414, 1611]
story6-col2: ಕ್ರಮಗಳನ್ನು ಜಾರಿಗೊಳಿಸುವುದರ ಮತ್ತು ಪ್ರಯಾಣಿಕರ ಸುರಕ್ಷತೆಯನ್ನು ಖಚಿತಪಡಿಸುವ ಬಗ್ಗೆ ಚರ್ಚಿಸಲಾಯಿತು ಎಂದು ಸಭೆಯ ನಂತರ ಮಾಹಿತಿ ನೀಡಿದರು. — [319, 1722, 590, 1749]
epaper-ad-line: ವೀಕ್ಷಿಸಲು — [1011, 841, 1049, 856]
tender-row-work: Supplying of poly aluminium chloride (Alam crystal) at chicksugur and Rampur Water Treatment Plant in Raichur City. Estimate Cost Rs. 48,38,000/- — [1065, 2160, 1383, 2245]
story9-body: ನನ್ನ ಕೆಲಸಗಳಿಗೆ ಪ್ರೋತ್ಸಾಹ ನೀಡುತ್ತಿದ್ದಾರೆ. ಹಾಗಾಗಿ ಗುರು ಅವರ ಆಶೀರ್ವಾದ ಪಡೆಯಲು ದೆಹಲಿಗೆ ಖಾಸಗಿ ಭೇಟಿ ನೀಡಿದ್ದೇನೆ. ಇದರಲ್ಲಿ ಯಾವುದೇ ರಾಜಕೀಯ ಉದ್ದೇಶವಿಲ್ಲ ಎಂದು ಸ್ಪಷ್ಟಪಡಿಸಿದರು. — [38, 2182, 310, 2224]
story8-body: ಅಧಿಕಾರಿ ಪ್ರಶಾಂತ್ ಮೊಹಂತಿ ನೇತೃತ್ವದಲ್ಲಿ ಎಸ್‌ಐಟಿ ರಚನೆ ಮಾಡಲಾಗಿದೆ. ತನಿಖೆಯನ್ನು ತ್ವರಿತವಾಗಿ ಪೂರ್ಣಗೊಳಿಸಿ ಸರ್ಕಾರಕ್ಕೆ ವರದಿ ಸಲ್ಲಿಸುವಂತೆ ಸೂಚಿಸಲಾಗಿದೆ. ಪ್ರಕರಣದ ಎಲ್ಲಾ ಆಯಾಮಗಳಲ್ಲೂ ತನಿಖೆ ನಡೆಸಲಾಗುವುದು. ಯಾವುದೇ ಒತ್ತಡಕ್ಕೆ ಮಣಿಯದೆ ತನಿಖೆ ನಡೆಸಬೇಕು ಎಂದು ಗೃಹ ಸಚಿವರು ನಿರ್ದೇಶನ ನೀಡಿದ್ದಾರೆ. — [38, 1896, 310, 1954]
epaper-ad[interactable] — [963, 777, 1097, 1007]
tender-row-year: ಮಹಾನಗರ ಪಾಲಿಕೆ ನಿಧಿ ಆಯವ್ಯಯ — [1000, 2160, 1065, 2245]
